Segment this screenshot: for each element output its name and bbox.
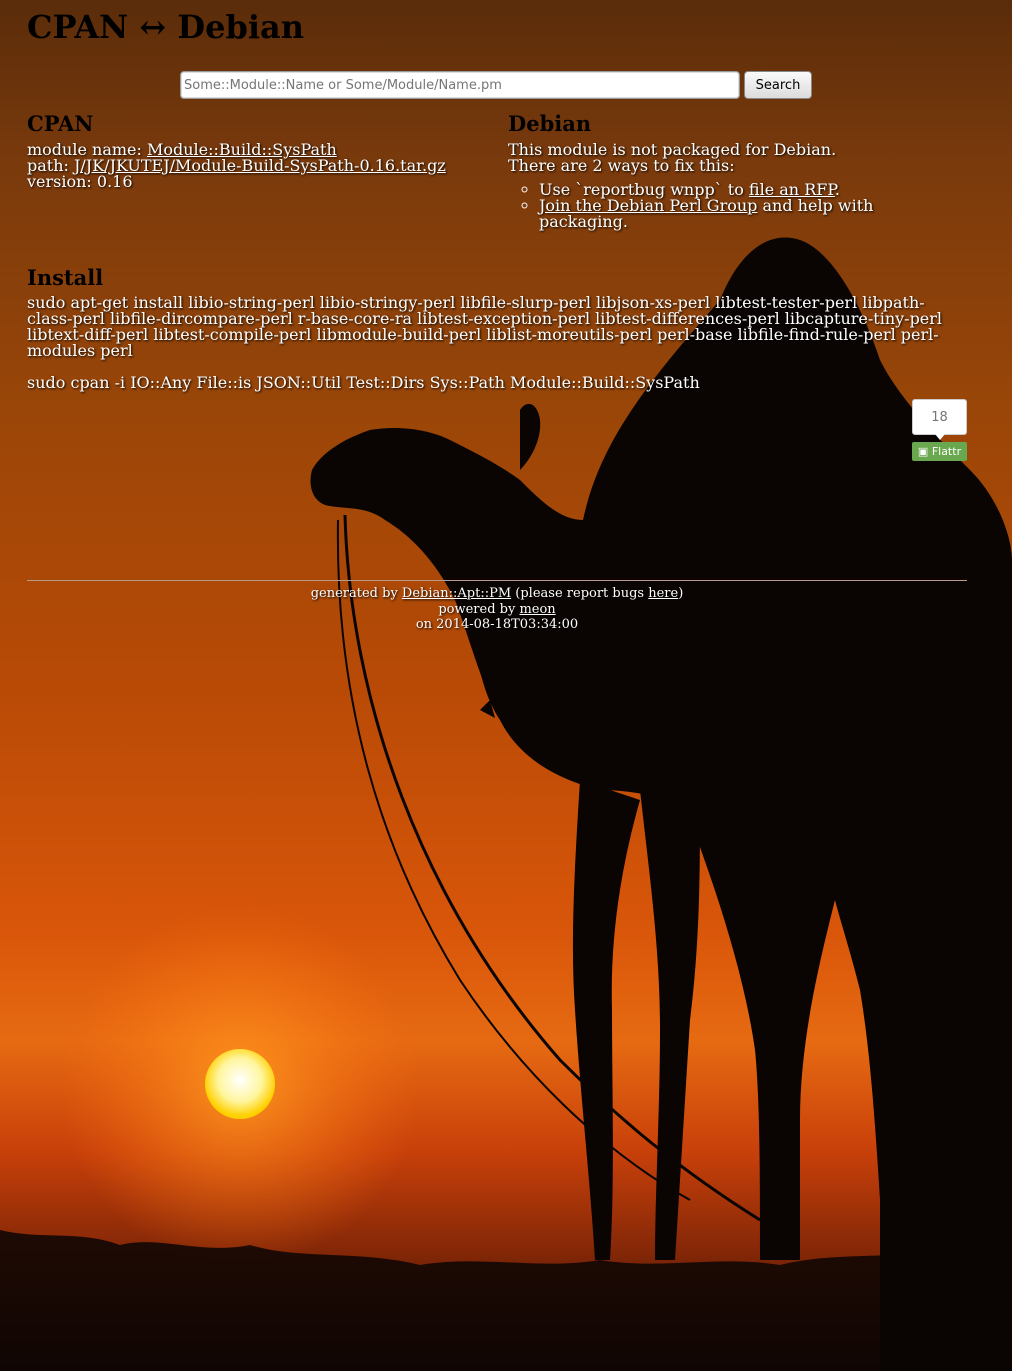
flattr-button[interactable] [912,442,967,461]
module-name-link[interactable]: Module::Build::SysPath [146,140,337,159]
join-perl-group-link[interactable]: Join the Debian Perl Group [539,196,758,215]
path-link[interactable]: J/JK/JKUTEJ/Module-Build-SysPath-0.16.tar.gz [74,156,446,175]
version-line [27,174,487,190]
footer-date-line [27,617,967,633]
date-prefix: on [415,617,437,632]
search-button[interactable]: Search [744,71,812,99]
fix1-suffix: . [834,180,840,199]
version-value: 0.16 [96,172,133,191]
file-rfp-link[interactable]: file an RFP [748,180,835,199]
install-heading: Install [27,265,104,290]
debian-heading: Debian [508,111,592,136]
powered-by-label: powered by [438,601,520,617]
generated-by-label: generated by [310,586,402,601]
report-suffix: ) [678,586,684,601]
fix1-prefix: Use `reportbug wnpp` to [539,180,749,199]
report-bugs-link[interactable]: here [648,586,679,601]
module-name-label: module name: [27,140,147,159]
apt-command: sudo apt-get install libio-string-perl libio-stringy-perl libfile-slurp-perl libjson-xs-perl libtest-tester-perl libpath-class-perl libfile-dircompare-perl r-base-core-ra libtest-exception-perl libtest-differences-perl libcapture-tiny-perl libtext-diff-perl libtest-compile-perl libmodule-build-perl liblist-moreutils-perl perl-base libfile-find-rule-perl perl-modules perl [27,293,943,360]
generated-date: 2014-08-18T03:34:00 [436,617,579,632]
flattr-widget[interactable] [912,399,967,461]
fix-item-join [539,198,908,230]
footer-powered-line [27,602,967,618]
meon-link[interactable]: meon [519,601,556,617]
cpan-section [27,111,487,191]
debian-section [508,111,908,231]
fix2-suffix: and help with packaging. [539,196,874,231]
footer-generated-line [27,586,967,602]
search-form [180,71,801,99]
cpan-heading: CPAN [27,111,94,136]
sun-shape [205,1049,275,1119]
flattr-icon: ▣ [917,445,929,458]
footer-divider [27,580,967,581]
version-label: version: [27,172,97,191]
debian-ways: There are 2 ways to fix this: [508,156,735,175]
generator-link[interactable]: Debian::Apt::PM [401,586,512,601]
path-label: path: [27,156,74,175]
cpan-command: sudo cpan -i IO::Any File::is JSON::Util Test::Dirs Sys::Path Module::Build::SysPath [27,373,700,392]
debian-status: This module is not packaged for Debian. [508,140,837,159]
search-input[interactable] [180,71,740,99]
footer [27,586,967,633]
page-title: CPAN ↔ Debian [27,8,305,46]
report-prefix: (please report bugs [511,586,649,601]
flattr-count: 18 [912,399,967,435]
flattr-label: Flattr [931,445,962,458]
install-section [27,265,967,407]
fix-list [508,182,908,230]
